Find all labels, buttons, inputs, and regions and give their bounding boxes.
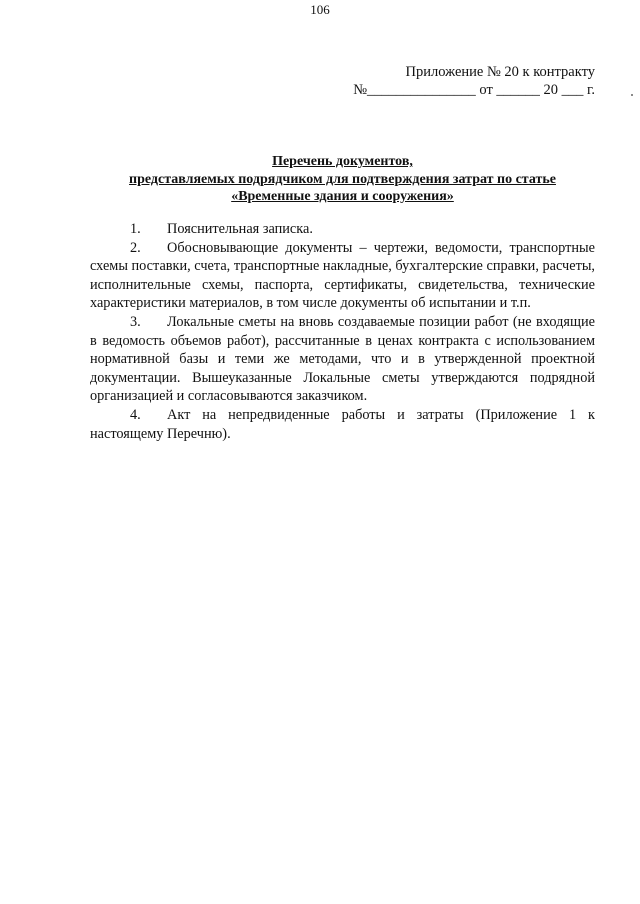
list-item — [90, 406, 595, 443]
list-item-number: 3. — [130, 313, 141, 330]
appendix-header — [353, 63, 595, 99]
list-item — [90, 239, 595, 313]
scan-dot — [631, 94, 633, 96]
list-item — [90, 313, 595, 406]
document-title — [90, 153, 595, 206]
document-list — [90, 220, 595, 443]
list-item — [90, 220, 595, 239]
title-line-1: Перечень документов, — [272, 154, 413, 169]
list-item-number: 2. — [130, 239, 141, 256]
title-line-2: представляемых подрядчиком для подтверждения затрат по статье — [129, 171, 556, 187]
list-item-text: Локальные сметы на вновь создаваемые позиции работ (не входящие в ведомость объемов работ), рассчитанные в ценах контракта с использованием нормативной базы и теми же методами, что и в утвержденной проектной документации. Вышеуказанные Локальные сметы утверждаются подрядной организацией и согласовываются заказчиком. — [90, 313, 595, 405]
page-number: 106 — [310, 2, 330, 17]
list-item-number: 1. — [130, 221, 141, 237]
list-item-number: 4. — [130, 406, 141, 423]
list-item-text: Обосновывающие документы – чертежи, ведомости, транспортные схемы поставки, счета, транспортные накладные, бухгалтерские справки, расчеты, исполнительные схемы, паспорта, сертификаты, свидетельства, технические характеристики материалов, в том числе документы об испытании и т.п. — [90, 239, 595, 312]
contract-number-line: №_______________ от ______ 20 ___ г. — [353, 82, 595, 98]
list-item-text: Пояснительная записка. — [167, 221, 313, 237]
list-item-text: Акт на непредвиденные работы и затраты (Приложение 1 к настоящему Перечню). — [90, 406, 595, 442]
appendix-title: Приложение № 20 к контракту — [405, 64, 595, 80]
title-line-3: «Временные здания и сооружения» — [231, 189, 454, 204]
